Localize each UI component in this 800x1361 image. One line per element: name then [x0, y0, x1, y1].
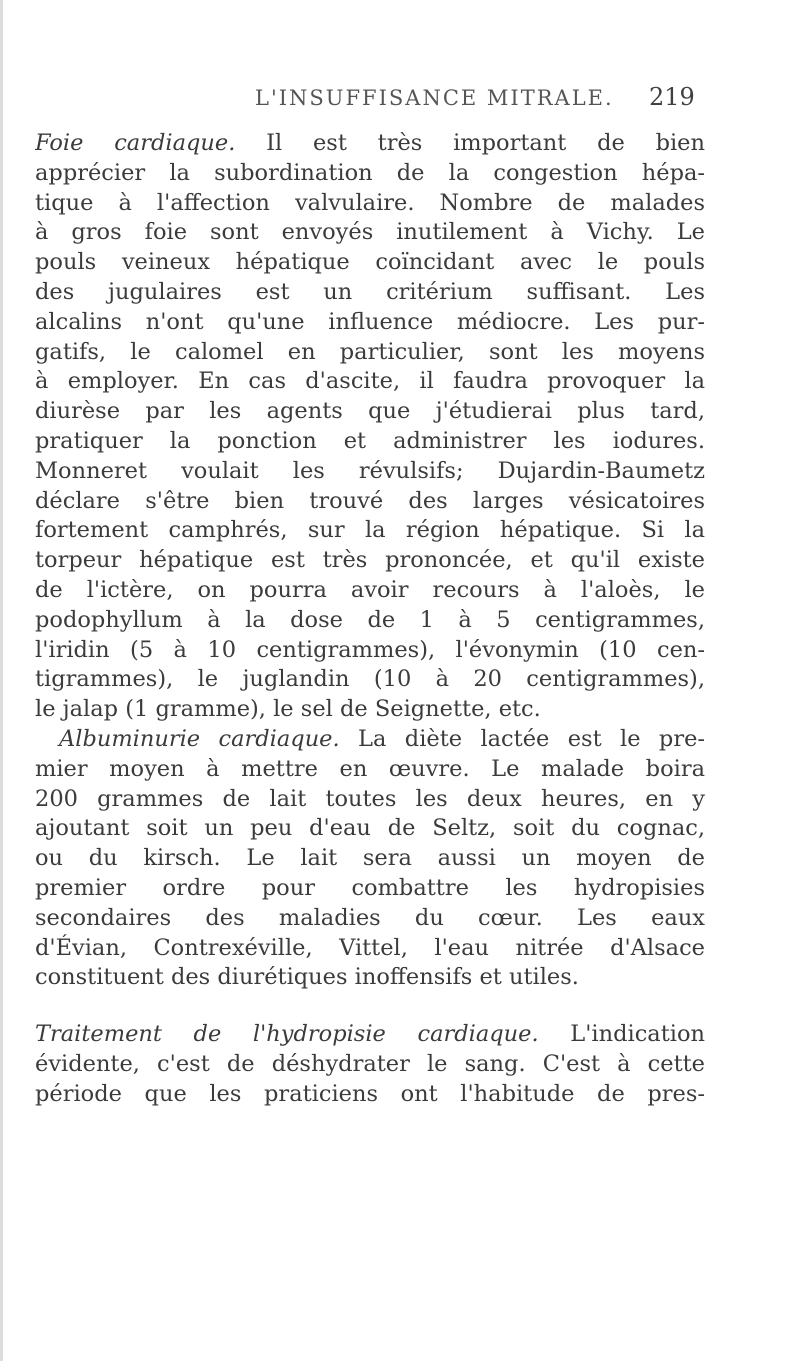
line-text: mier moyen à mettre en œuvre. Le malade boira	[35, 755, 705, 782]
line-text: Monneret voulait les révulsifs; Dujardin-Baumetz	[35, 457, 705, 484]
text-line	[35, 457, 705, 487]
line-text: évidente, c'est de déshydrater le sang. C'est à cette	[35, 1050, 705, 1077]
text-line	[35, 189, 705, 219]
text-line	[35, 874, 705, 904]
text-line	[35, 814, 705, 844]
body-text	[35, 129, 705, 1110]
text-line	[35, 487, 705, 517]
text-line	[35, 606, 705, 636]
line-text: à gros foie sont envoyés inutilement à Vichy. Le	[35, 219, 705, 246]
text-line	[35, 636, 705, 666]
text-line	[35, 338, 705, 368]
line-text: diurèse par les agents que j'étudierai plus tard,	[35, 398, 705, 425]
text-line	[35, 546, 705, 576]
line-text: l'iridin (5 à 10 centigrammes), l'évonymin (10 cen-	[35, 636, 705, 663]
line-text: alcalins n'ont qu'une influence médiocre. Les pur-	[35, 308, 705, 335]
page-number: 219	[649, 83, 695, 111]
text-line	[35, 1080, 705, 1110]
text-line	[35, 963, 705, 993]
paragraph-gap	[35, 993, 705, 1020]
text-line	[35, 725, 705, 755]
text-line	[35, 665, 705, 695]
line-text: tigrammes), le juglandin (10 à 20 centigrammes),	[35, 666, 705, 693]
line-text: pouls veineux hépatique coïncidant avec le pouls	[35, 249, 705, 276]
text-line	[35, 844, 705, 874]
text-line	[35, 248, 705, 278]
line-text: Il est très important de bien	[235, 130, 705, 156]
running-title: L'INSUFFISANCE MITRALE.	[255, 86, 614, 110]
text-line	[35, 218, 705, 248]
text-line	[35, 904, 705, 934]
line-text: des jugulaires est un critérium suffisant. Les	[35, 278, 705, 305]
text-line	[35, 367, 705, 397]
text-line	[35, 755, 705, 785]
text-line	[35, 129, 705, 159]
running-head	[0, 83, 800, 116]
section-heading: Traitement de l'hydropisie cardiaque.	[35, 1021, 539, 1048]
line-text: à employer. En cas d'ascite, il faudra provoquer la	[35, 368, 705, 395]
line-text: fortement camphrés, sur la région hépatique. Si la	[35, 517, 705, 544]
line-text: période que les praticiens ont l'habitude de pres-	[35, 1080, 705, 1107]
text-line	[35, 278, 705, 308]
text-line	[35, 785, 705, 815]
page-edge-shadow	[0, 0, 3, 1361]
text-line	[35, 1020, 705, 1050]
text-line	[35, 516, 705, 546]
line-text: déclare s'être bien trouvé des larges vésicatoires	[35, 487, 705, 514]
line-text: tique à l'affection valvulaire. Nombre de malades	[35, 189, 705, 216]
text-line	[35, 159, 705, 189]
line-text: L'indication	[538, 1021, 705, 1048]
line-text: torpeur hépatique est très prononcée, et qu'il existe	[35, 547, 705, 574]
line-text: d'Évian, Contrexéville, Vittel, l'eau nitrée d'Alsace	[35, 934, 705, 961]
line-text: gatifs, le calomel en particulier, sont les moyens	[35, 338, 705, 365]
line-text: constituent des diurétiques inoffensifs et utiles.	[35, 964, 579, 991]
text-line	[35, 576, 705, 606]
section-heading: Foie cardiaque.	[35, 130, 236, 156]
line-text: le jalap (1 gramme), le sel de Seignette, etc.	[35, 696, 541, 723]
line-text: pratiquer la ponction et administrer les iodures.	[35, 427, 705, 454]
text-line	[35, 308, 705, 338]
line-text: La diète lactée est le pre-	[339, 725, 705, 752]
line-text: secondaires des maladies du cœur. Les eaux	[35, 904, 705, 931]
text-line	[35, 1050, 705, 1080]
section-heading: Albuminurie cardiaque.	[59, 725, 340, 752]
text-line	[35, 934, 705, 964]
line-text: 200 grammes de lait toutes les deux heures, en y	[35, 785, 705, 812]
line-text: premier ordre pour combattre les hydropisies	[35, 874, 705, 901]
text-line	[35, 397, 705, 427]
line-text: de l'ictère, on pourra avoir recours à l'aloès, le	[35, 576, 705, 603]
line-text: ajoutant soit un peu d'eau de Seltz, soit du cognac,	[35, 815, 705, 842]
line-text: ou du kirsch. Le lait sera aussi un moyen de	[35, 845, 705, 872]
text-line	[35, 427, 705, 457]
text-line	[35, 695, 705, 725]
line-text: podophyllum à la dose de 1 à 5 centigrammes,	[35, 606, 705, 633]
line-text: apprécier la subordination de la congestion hépa-	[35, 159, 705, 186]
